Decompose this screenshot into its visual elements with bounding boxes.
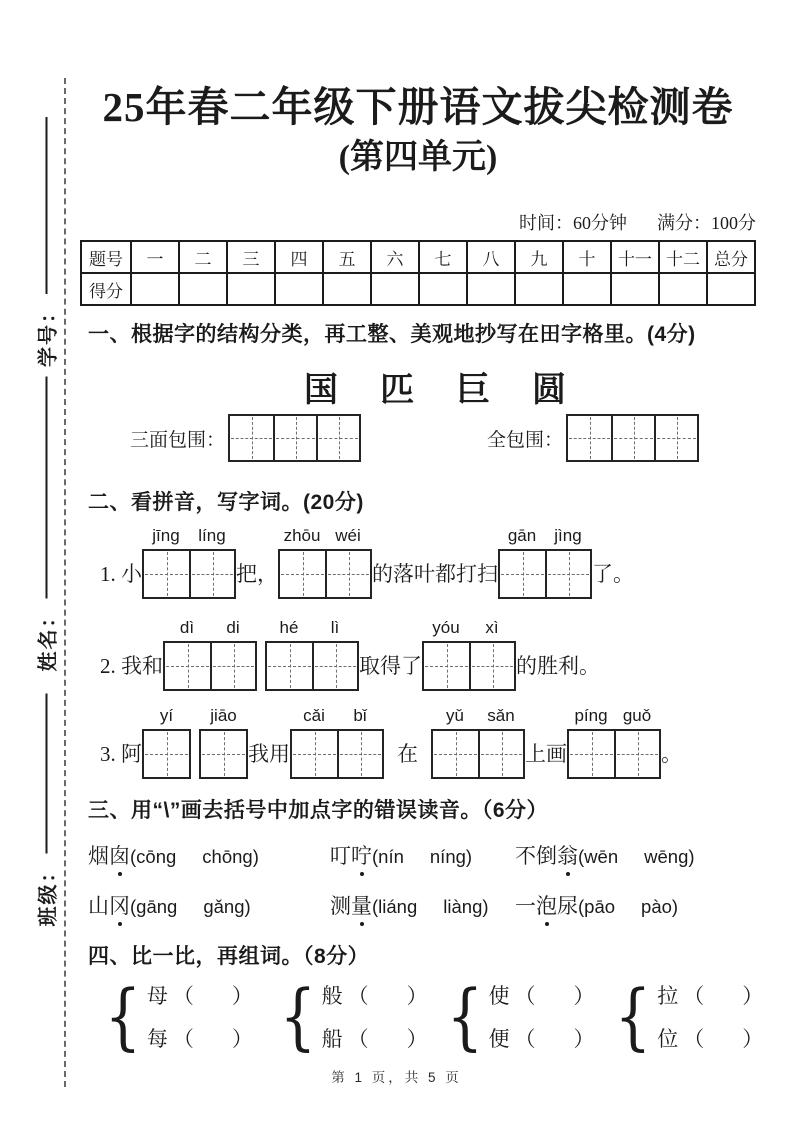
- full-score-label: 满分：100分: [657, 213, 756, 233]
- tianzige-cell: [312, 643, 357, 689]
- paren-open: （: [514, 1026, 536, 1051]
- paren-close: ): [244, 896, 251, 917]
- tianzige-cell: [201, 731, 246, 777]
- compare-row: [322, 980, 428, 1010]
- score-cell: [131, 273, 179, 305]
- pinyin-box-group: [567, 702, 661, 779]
- pinyin-item-3: [80, 702, 756, 779]
- pinyin-box-group: [278, 522, 372, 599]
- pinyin: lì: [330, 618, 340, 637]
- paren-open: (: [130, 846, 137, 867]
- full-enclosure-label: 全包围：: [487, 429, 564, 451]
- student-name-blank-line: [45, 377, 47, 599]
- tianzige-cell: [433, 731, 478, 777]
- brace-glyph: {: [279, 974, 317, 1058]
- pinyin-option: níng: [429, 846, 466, 867]
- paren-close: ）: [406, 983, 428, 1008]
- col-2: 二: [179, 241, 227, 273]
- compare-character: 位: [657, 1026, 679, 1051]
- pinyin: zhōu: [283, 526, 321, 545]
- tianzige-cell: [144, 551, 189, 597]
- section-three-heading: 三、用“\”画去括号中加点字的错误读音。（6分）: [88, 799, 549, 822]
- tianzige-cell: [654, 416, 697, 460]
- compare-character: 每: [146, 1026, 168, 1051]
- paren-close: ): [465, 846, 473, 867]
- pinyin: xì: [485, 618, 499, 637]
- paren-open: (: [578, 846, 585, 867]
- tianzige-cell: [545, 551, 590, 597]
- pinyin-box-group: [265, 614, 359, 691]
- full-enclosure-group: [487, 414, 699, 462]
- col-total: 总分: [707, 241, 755, 273]
- word-choice-yipaoniao: [515, 890, 678, 920]
- paper-title: 25年春二年级下册语文拔尖检测卷: [102, 84, 734, 130]
- answer-box: [431, 729, 525, 779]
- tianzige-cell: [273, 416, 316, 460]
- tianzige-grid: [566, 414, 699, 462]
- compare-character: 便: [488, 1026, 510, 1051]
- class-blank-line: [45, 694, 47, 854]
- col-7: 七: [419, 241, 467, 273]
- pinyin-option: pāo: [584, 896, 616, 917]
- paren-open: （: [172, 1026, 194, 1051]
- pinyin: líng: [198, 526, 226, 545]
- dotted-character: 囱: [109, 840, 130, 870]
- compare-row: [147, 980, 253, 1010]
- pinyin: gān: [507, 526, 537, 545]
- score-cell: [227, 273, 275, 305]
- word-choice-shangang: [88, 890, 330, 920]
- score-row-label: 得分: [81, 273, 131, 305]
- student-id-label: 学号：: [37, 301, 60, 367]
- exam-meta-line: [80, 209, 756, 235]
- answer-box: [265, 641, 359, 691]
- paren-open: (: [372, 846, 379, 867]
- pinyin-option: chōng: [202, 846, 253, 867]
- answer-box: [422, 641, 516, 691]
- score-cell: [467, 273, 515, 305]
- pinyin: bǐ: [353, 706, 367, 725]
- student-id-field: [32, 117, 61, 367]
- word-text: 叮: [330, 844, 351, 868]
- sentence-segment: 的落叶都打扫: [372, 562, 498, 586]
- col-5: 五: [323, 241, 371, 273]
- section-one-characters: [80, 362, 756, 411]
- score-cell: [275, 273, 323, 305]
- student-name-field: [32, 377, 61, 672]
- three-side-enclosure-label: 三面包围：: [130, 429, 226, 451]
- word-choice-yancong: [88, 840, 330, 870]
- brace-glyph: {: [104, 974, 142, 1058]
- pinyin: yóu: [432, 618, 460, 637]
- character-guo: 国: [304, 372, 338, 409]
- character-pi: 匹: [380, 372, 414, 409]
- pinyin-box-group: [431, 702, 525, 779]
- sentence-segment: 取得了: [359, 654, 422, 678]
- pinyin-option: liàng: [443, 896, 483, 917]
- paren-close: ）: [742, 983, 764, 1008]
- section-four-row: [100, 974, 764, 1058]
- pinyin: dì: [179, 618, 195, 637]
- character-ju: 巨: [456, 372, 490, 409]
- section-three-row-1: [88, 840, 756, 870]
- pinyin-option: gāng: [136, 896, 178, 917]
- col-4: 四: [275, 241, 323, 273]
- section-four-heading: 四、比一比，再组词。（8分）: [88, 945, 370, 968]
- dotted-character: 咛: [351, 840, 372, 870]
- sentence-segment: 我用: [248, 742, 290, 766]
- col-11: 十一: [611, 241, 659, 273]
- tianzige-cell: [230, 416, 273, 460]
- pinyin-item-1: [80, 522, 756, 599]
- pinyin: wéi: [335, 526, 361, 545]
- paren-close: ）: [231, 1026, 253, 1051]
- sentence-segment: 的胜利。: [516, 654, 600, 678]
- sentence-segment: 2. 我和: [100, 654, 163, 678]
- col-3: 三: [227, 241, 275, 273]
- word-text: 尿: [557, 894, 578, 918]
- pinyin: yǔ: [446, 706, 464, 725]
- score-table: [80, 240, 756, 306]
- paren-close: ): [482, 896, 489, 917]
- tianzige-cell: [280, 551, 325, 597]
- tianzige-cell: [614, 731, 659, 777]
- score-cell: [323, 273, 371, 305]
- character-yuan: 圆: [532, 372, 566, 409]
- class-label: 班级：: [37, 860, 60, 927]
- compare-character: 般: [321, 983, 343, 1008]
- paren-close: ): [671, 896, 679, 917]
- compare-character: 使: [488, 983, 510, 1008]
- sentence-segment: 把，: [236, 562, 278, 586]
- tianzige-cell: [325, 551, 370, 597]
- compare-row: [488, 980, 594, 1010]
- compare-row: [657, 980, 763, 1010]
- col-8: 八: [467, 241, 515, 273]
- tianzige-cell: [267, 643, 312, 689]
- col-6: 六: [371, 241, 419, 273]
- paren-open: （: [683, 983, 705, 1008]
- compare-character: 船: [321, 1026, 343, 1051]
- section-three-row-2: [88, 890, 756, 920]
- student-name-label: 姓名：: [37, 605, 60, 672]
- dotted-character: 量: [351, 890, 372, 920]
- pinyin-box-group: [199, 702, 248, 779]
- compare-row: [147, 1023, 253, 1053]
- score-cell: [611, 273, 659, 305]
- tianzige-cell: [611, 416, 654, 460]
- paren-close: ): [252, 846, 259, 867]
- question-number-label: 题号: [81, 241, 131, 273]
- pinyin: hé: [279, 618, 299, 637]
- dotted-character: 翁: [557, 840, 578, 870]
- dotted-character: 冈: [109, 890, 130, 920]
- brace-glyph: {: [446, 974, 483, 1058]
- tianzige-cell: [292, 731, 337, 777]
- tianzige-grid: [228, 414, 361, 462]
- score-cell: [179, 273, 227, 305]
- section-one-copy-row: [80, 414, 756, 466]
- paren-open: （: [347, 983, 369, 1008]
- word-text: 不倒: [515, 844, 557, 868]
- col-10: 十: [563, 241, 611, 273]
- compare-group-la-wei: [610, 976, 763, 1056]
- paren-close: ）: [573, 983, 595, 1008]
- score-cell: [563, 273, 611, 305]
- score-cell: [659, 273, 707, 305]
- tianzige-cell: [189, 551, 234, 597]
- pinyin: di: [226, 618, 240, 637]
- compare-group-mu-mei: [100, 976, 253, 1056]
- word-text: 一: [515, 894, 536, 918]
- score-table-header-row: [81, 241, 755, 273]
- tianzige-cell: [210, 643, 255, 689]
- col-12: 十二: [659, 241, 707, 273]
- pinyin-option: gǎng: [203, 896, 245, 917]
- class-field: [32, 694, 61, 927]
- sentence-segment: 3. 阿: [100, 742, 142, 766]
- answer-box: [142, 549, 236, 599]
- word-text: 烟: [88, 844, 109, 868]
- answer-box: [199, 729, 248, 779]
- paren-open: (: [372, 896, 379, 917]
- pinyin: píng: [574, 706, 608, 725]
- answer-box: [290, 729, 384, 779]
- pinyin: cǎi: [303, 706, 325, 725]
- pinyin-box-group: [163, 614, 257, 691]
- time-limit-label: 时间：60分钟: [519, 213, 627, 233]
- word-text: 测: [330, 894, 351, 918]
- compare-character: 拉: [657, 983, 679, 1008]
- pinyin-box-group: [290, 702, 384, 779]
- tianzige-cell: [500, 551, 545, 597]
- sentence-segment: 了。: [592, 562, 634, 586]
- paren-open: (: [130, 896, 137, 917]
- pinyin-box-group: [422, 614, 516, 691]
- sentence-segment: 1. 小: [100, 562, 142, 586]
- tianzige-cell: [569, 731, 614, 777]
- paren-open: （: [683, 1026, 705, 1051]
- paren-open: （: [514, 983, 536, 1008]
- cut-dashed-line: [64, 78, 66, 1087]
- word-choice-dingning: [330, 840, 515, 870]
- sentence-segment: 上画: [525, 742, 567, 766]
- word-text: 山: [88, 894, 109, 918]
- pinyin: yí: [159, 706, 174, 725]
- score-table-score-row: [81, 273, 755, 305]
- section-one-heading: 一、根据字的结构分类，再工整、美观地抄写在田字格里。(4分): [88, 323, 696, 346]
- sentence-segment: 在: [397, 742, 418, 766]
- compare-group-shi-bian: [442, 976, 595, 1056]
- compare-row: [488, 1023, 594, 1053]
- pinyin: sǎn: [487, 706, 515, 725]
- pinyin-option: pào: [641, 896, 672, 917]
- compare-row: [322, 1023, 428, 1053]
- score-cell: [419, 273, 467, 305]
- pinyin-box-group: [142, 522, 236, 599]
- paper-subtitle: (第四单元): [338, 139, 498, 176]
- answer-box: [498, 549, 592, 599]
- answer-box: [278, 549, 372, 599]
- paren-open: （: [347, 1026, 369, 1051]
- paren-open: (: [578, 896, 585, 917]
- paren-close: ): [688, 846, 695, 867]
- tianzige-cell: [165, 643, 210, 689]
- pinyin-option: liáng: [378, 896, 418, 917]
- tianzige-cell: [337, 731, 382, 777]
- dotted-character: 泡: [536, 890, 557, 920]
- pinyin: jiāo: [210, 706, 237, 725]
- answer-box: [567, 729, 661, 779]
- page-indicator: 第 1 页，共 5 页: [331, 1070, 462, 1085]
- col-1: 一: [131, 241, 179, 273]
- answer-box: [142, 729, 191, 779]
- pinyin-option: wēng: [644, 846, 689, 867]
- paren-close: ）: [231, 983, 253, 1008]
- tianzige-cell: [469, 643, 514, 689]
- tianzige-cell: [144, 731, 189, 777]
- student-id-blank-line: [45, 117, 47, 294]
- tianzige-cell: [316, 416, 359, 460]
- col-9: 九: [515, 241, 563, 273]
- brace-glyph: {: [615, 974, 652, 1058]
- compare-row: [657, 1023, 763, 1053]
- paren-close: ）: [573, 1026, 595, 1051]
- tianzige-cell: [568, 416, 611, 460]
- pinyin-option: nín: [378, 846, 404, 867]
- three-side-enclosure-group: [130, 414, 361, 462]
- sentence-segment: 。: [661, 742, 682, 766]
- section-two-heading: 二、看拼音，写字词。(20分): [88, 491, 364, 514]
- paren-open: （: [172, 983, 194, 1008]
- pinyin: guǒ: [622, 706, 652, 725]
- pinyin: jīng: [152, 526, 180, 545]
- word-choice-celiang: [330, 890, 515, 920]
- pinyin-option: cōng: [136, 846, 177, 867]
- score-cell: [515, 273, 563, 305]
- pinyin-option: wēn: [584, 846, 619, 867]
- pinyin-box-group: [142, 702, 191, 779]
- compare-character: 母: [146, 983, 168, 1008]
- compare-group-ban-chuan: [275, 976, 428, 1056]
- pinyin: jìng: [554, 526, 582, 545]
- paren-close: ）: [742, 1026, 764, 1051]
- score-cell: [707, 273, 755, 305]
- score-cell: [371, 273, 419, 305]
- pinyin-item-2: [80, 614, 756, 691]
- paren-close: ）: [406, 1026, 428, 1051]
- answer-box: [163, 641, 257, 691]
- tianzige-cell: [424, 643, 469, 689]
- word-choice-budaoweng: [515, 840, 695, 870]
- tianzige-cell: [478, 731, 523, 777]
- pinyin-box-group: [498, 522, 592, 599]
